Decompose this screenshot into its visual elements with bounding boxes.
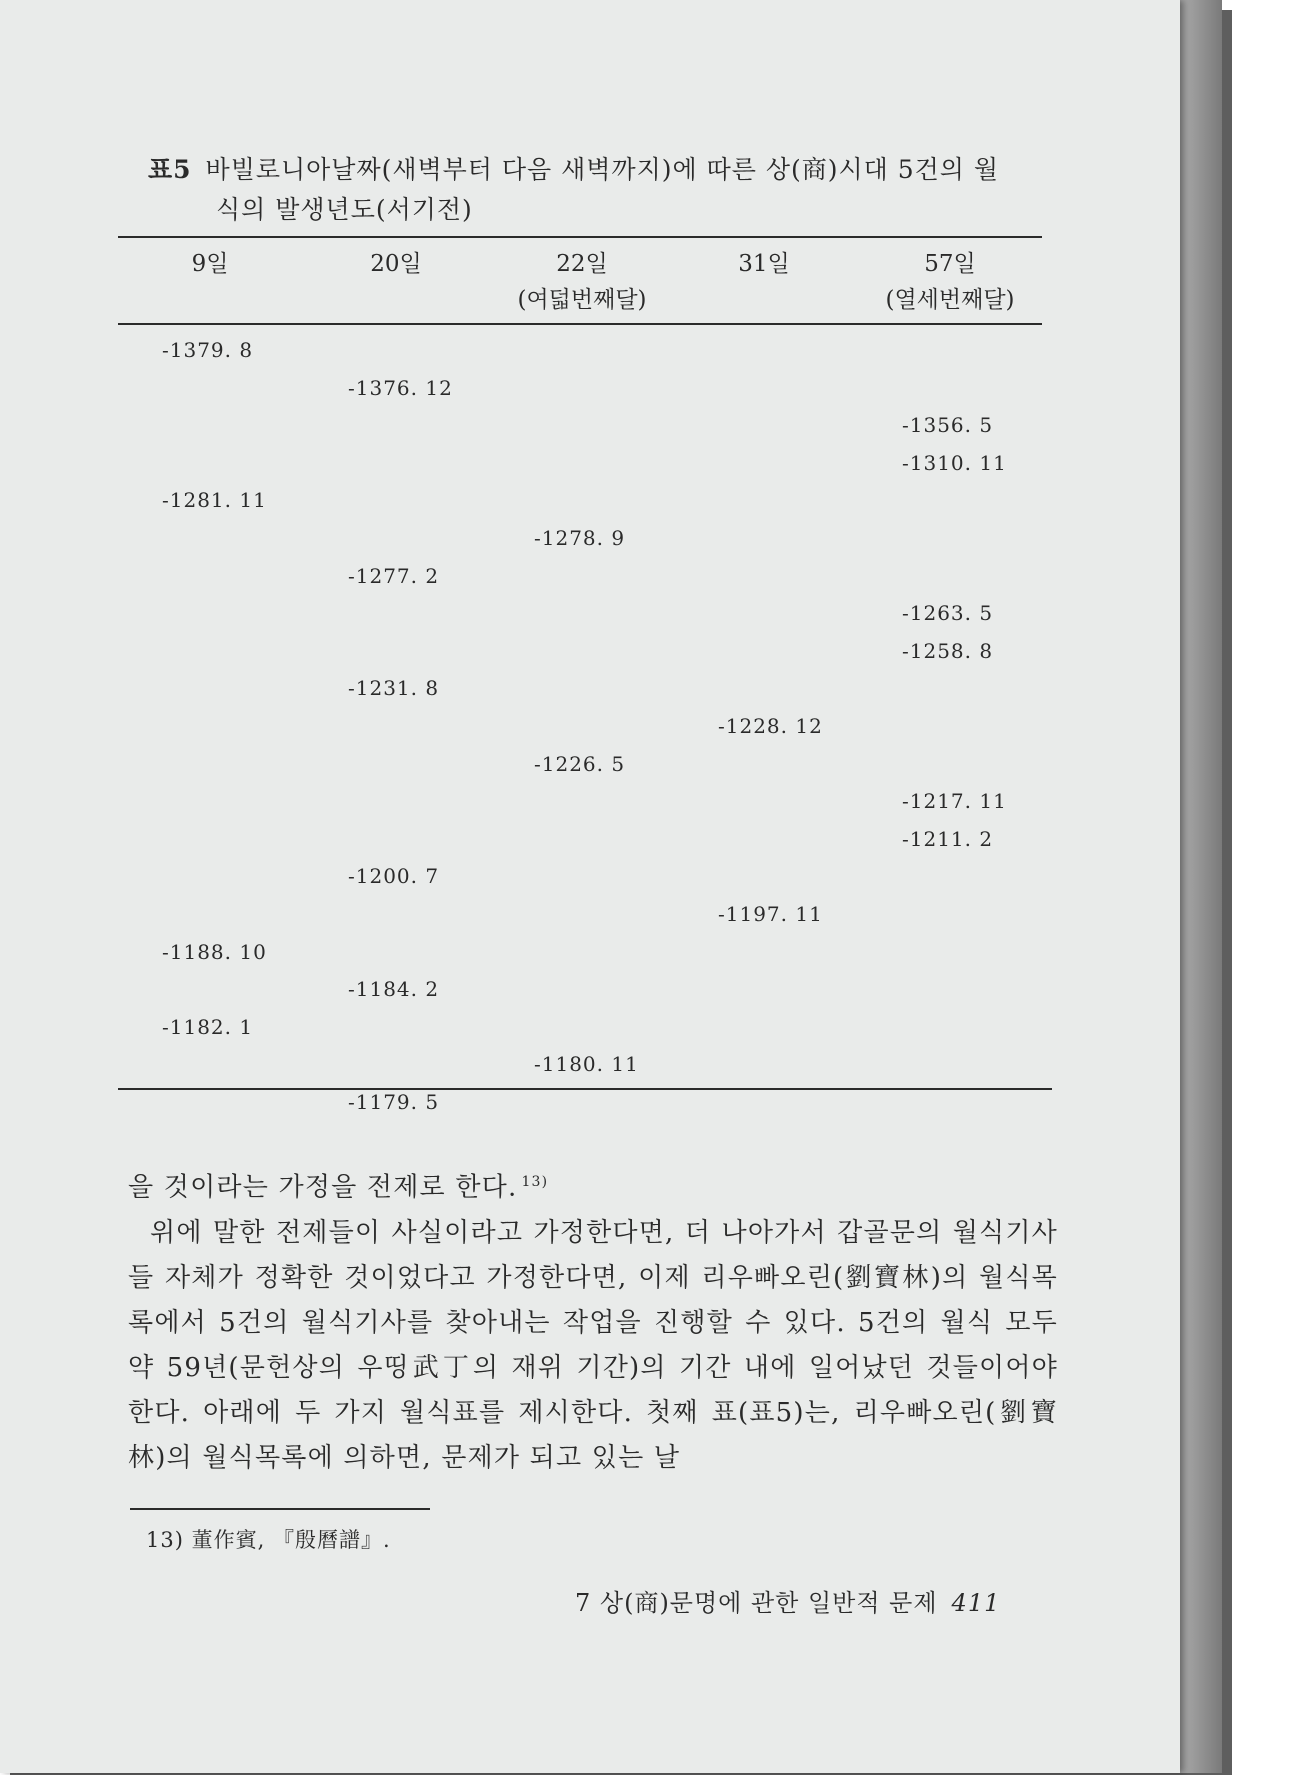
table-top-rule <box>118 236 1042 238</box>
table-cell: -1258. 8 <box>902 639 994 663</box>
caption-line-2: 식의 발생년도(서기전) <box>216 195 473 224</box>
header-label: 22일 <box>556 251 608 277</box>
table-cell: -1376. 12 <box>348 376 453 400</box>
table-cell: -1228. 12 <box>718 714 823 738</box>
caption-line-1: 바빌로니아날짜(새벽부터 다음 새벽까지)에 따른 상(商)시대 5건의 월 <box>205 155 1000 184</box>
running-footer-title: 7 상(商)문명에 관한 일반적 문제 <box>575 1589 938 1617</box>
header-col-57 <box>850 246 1050 318</box>
table-cell: -1179. 5 <box>348 1090 440 1114</box>
header-col-9 <box>110 246 310 282</box>
footnote-reference: 13) <box>521 1174 549 1190</box>
table-cell: -1217. 11 <box>902 789 1007 813</box>
header-label: 20일 <box>370 251 422 277</box>
table-cell: -1188. 10 <box>162 940 267 964</box>
table-cell: -1356. 5 <box>902 413 994 437</box>
table-bottom-rule <box>118 1088 1052 1090</box>
table-cell: -1231. 8 <box>348 676 440 700</box>
table-cell: -1211. 2 <box>902 827 994 851</box>
table-cell: -1180. 11 <box>534 1052 639 1076</box>
table-cell: -1379. 8 <box>162 338 254 362</box>
table-caption <box>148 150 1048 230</box>
paragraph-2: 위에 말한 전제들이 사실이라고 가정한다면, 더 나아가서 갑골문의 월식기사들 자체가 정확한 것이었다고 가정한다면, 이제 리우빠오린(劉寶林)의 월식목록에서 5건의 월식기사를 찾아내는 작업을 진행할 수 있다. 5건의 월식 모두 약 59년(문헌상의 우띵武丁의 재위 기간)의 기간 내에 일어났던 것들이어야 한다. 아래에 두 가지 월식표를 제시한다. 첫째 표(표5)는, 리우빠오린(劉寶林)의 월식목록에 의하면, 문제가 되고 있는 날 <box>128 1217 1058 1473</box>
table-cell: -1197. 11 <box>718 902 823 926</box>
header-sublabel: (여덟번째달) <box>517 287 647 313</box>
header-label: 31일 <box>738 251 790 277</box>
table-cell: -1184. 2 <box>348 977 440 1001</box>
table-cell: -1182. 1 <box>162 1015 254 1039</box>
header-col-20 <box>296 246 496 282</box>
footnote-rule <box>130 1508 430 1510</box>
page-number: 411 <box>951 1589 1001 1617</box>
table-header-rule <box>118 323 1042 325</box>
paragraph-1-text: 을 것이라는 가정을 전제로 한다. <box>128 1172 518 1203</box>
table-cell: -1281. 11 <box>162 488 267 512</box>
table-cell: -1226. 5 <box>534 752 626 776</box>
header-sublabel: (열세번째달) <box>885 287 1015 313</box>
table-cell: -1310. 11 <box>902 451 1007 475</box>
table-cell: -1200. 7 <box>348 864 440 888</box>
header-label: 57일 <box>924 251 976 277</box>
paragraph-1 <box>128 1160 1058 1211</box>
body-text <box>128 1160 1058 1481</box>
header-col-31 <box>664 246 864 282</box>
header-label: 9일 <box>191 251 229 277</box>
footnote: 13) 董作賓, 『殷曆譜』. <box>146 1528 391 1552</box>
running-footer <box>575 1583 1000 1618</box>
table-cell: -1263. 5 <box>902 601 994 625</box>
table-number: 표5 <box>148 155 192 184</box>
table-cell: -1278. 9 <box>534 526 626 550</box>
table-cell: -1277. 2 <box>348 564 440 588</box>
header-col-22 <box>482 246 682 318</box>
